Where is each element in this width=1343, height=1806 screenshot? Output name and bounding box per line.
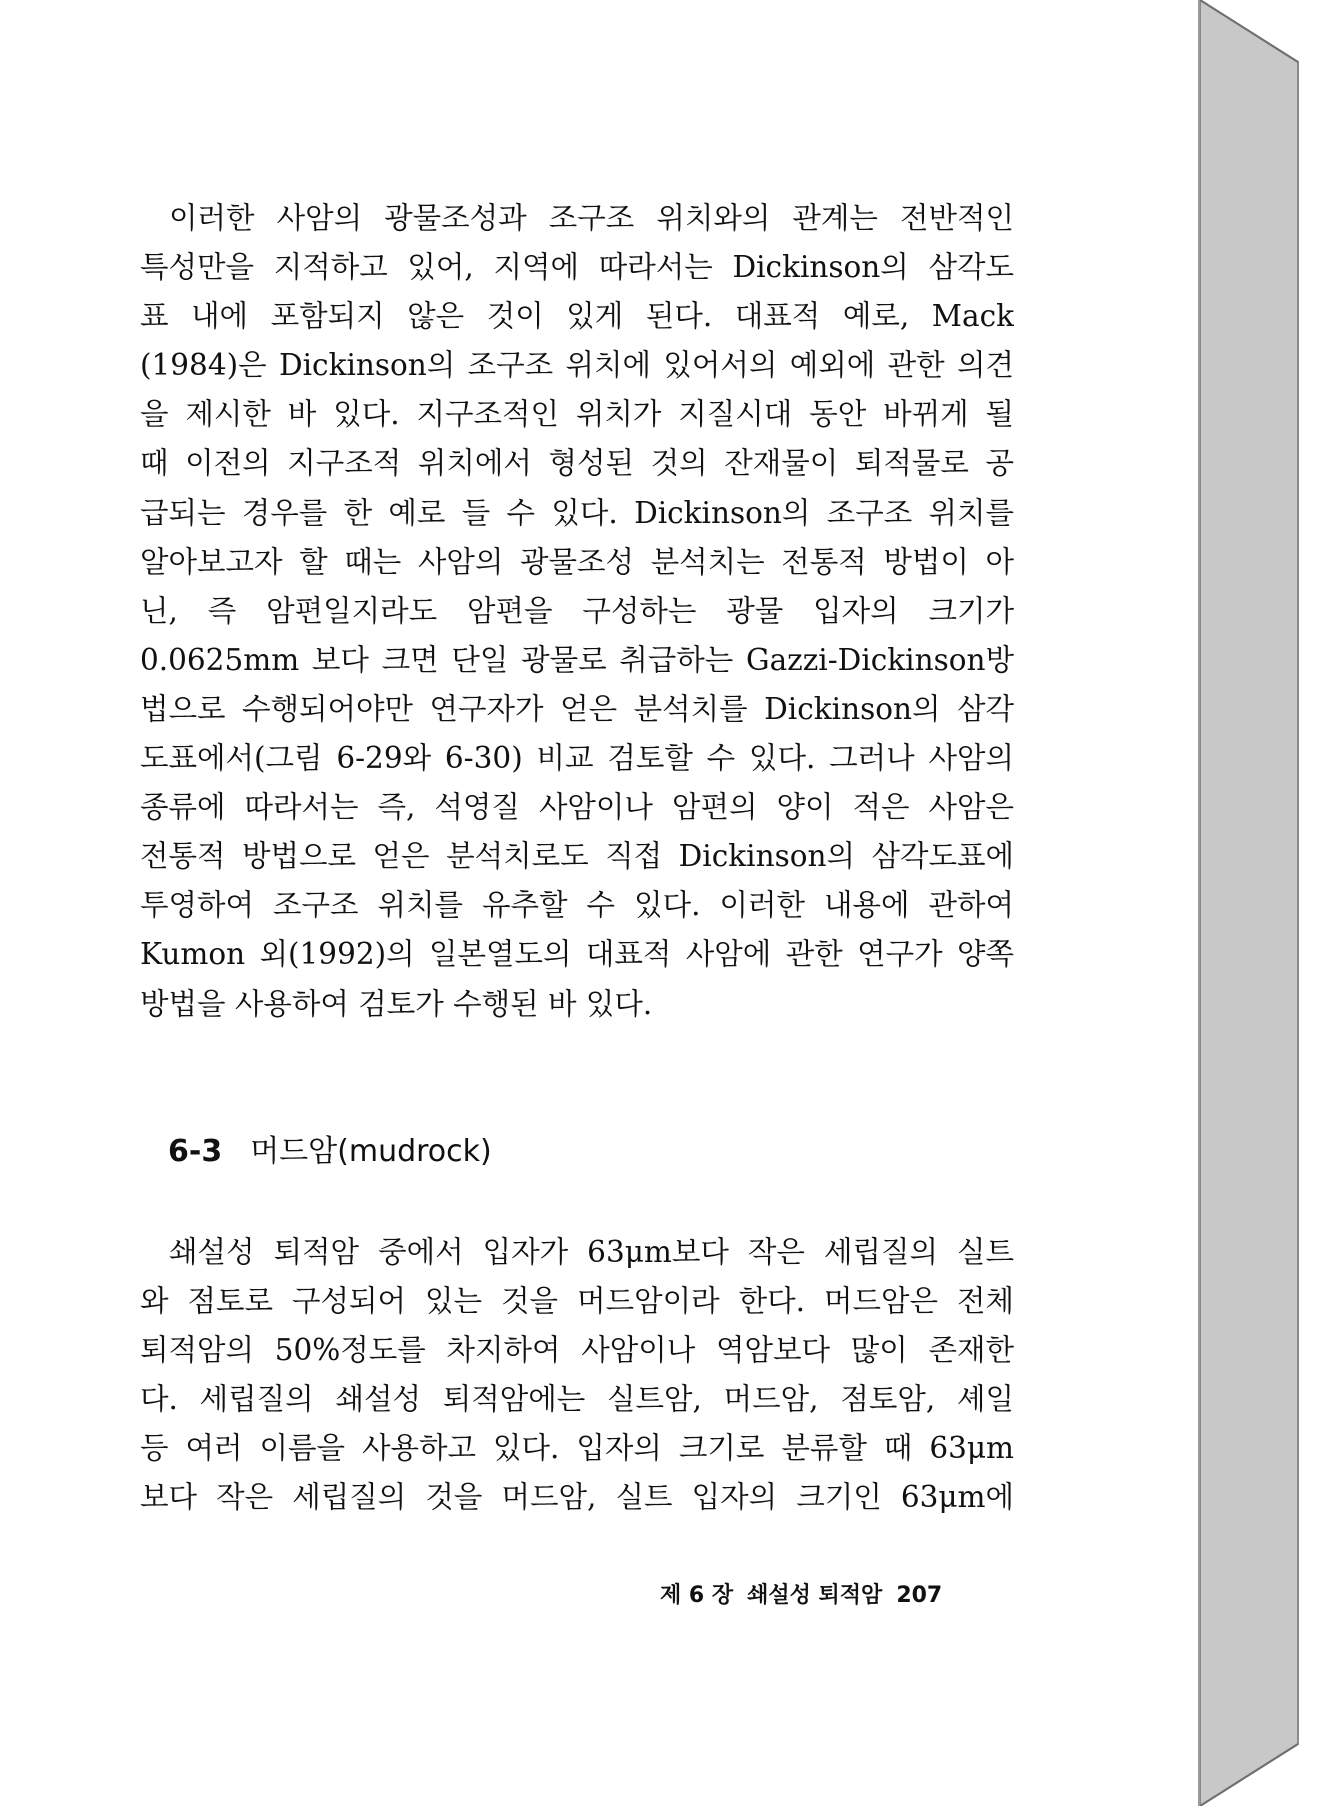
text-line: 이러한 사암의 광물조성과 조구조 위치와의 관계는 전반적인	[169, 201, 1014, 235]
text-line: 법으로 수행되어야만 연구자가 얻은 분석치를 Dickinson의 삼각	[140, 691, 1014, 726]
text-line: 표 내에 포함되지 않은 것이 있게 된다. 대표적 예로, Mack	[140, 299, 1014, 334]
book-page-edge	[1200, 0, 1343, 1806]
running-footer	[660, 1578, 942, 1609]
text-line: 닌, 즉 암편일지라도 암편을 구성하는 광물 입자의 크기가	[140, 593, 1014, 628]
text-line: 방법을 사용하여 검토가 수행된 바 있다.	[140, 986, 653, 1021]
text-line: 투영하여 조구조 위치를 유추할 수 있다. 이러한 내용에 관하여	[140, 888, 1014, 923]
text-line: 다. 세립질의 쇄설성 퇴적암에는 실트암, 머드암, 점토암, 셰일	[140, 1382, 1014, 1417]
text-line: 때 이전의 지구조적 위치에서 형성된 것의 잔재물이 퇴적물로 공	[140, 446, 1014, 481]
section-title: 머드암(mudrock)	[250, 1134, 492, 1169]
text-line: 특성만을 지적하고 있어, 지역에 따라서는 Dickinson의 삼각도	[140, 250, 1014, 285]
section-heading	[168, 1126, 492, 1170]
page-number: 207	[896, 1583, 943, 1608]
section-number: 6-3	[168, 1134, 223, 1169]
text-line: 등 여러 이름을 사용하고 있다. 입자의 크기로 분류할 때 63μm	[140, 1431, 1014, 1466]
body-paragraph-1	[140, 194, 1014, 1029]
text-line: 와 점토로 구성되어 있는 것을 머드암이라 한다. 머드암은 전체	[140, 1284, 1014, 1319]
body-paragraph-2	[140, 1228, 1014, 1523]
text-line: 0.0625mm 보다 크면 단일 광물로 취급하는 Gazzi-Dickinson방	[140, 642, 1014, 677]
text-line: 전통적 방법으로 얻은 분석치로도 직접 Dickinson의 삼각도표에	[140, 839, 1014, 874]
footer-chapter-title: 쇄설성 퇴적암	[747, 1583, 883, 1608]
text-line: 을 제시한 바 있다. 지구조적인 위치가 지질시대 동안 바뀌게 될	[140, 397, 1014, 432]
text-line: Kumon 외(1992)의 일본열도의 대표적 사암에 관한 연구가 양쪽	[140, 937, 1014, 972]
footer-chapter: 제 6 장	[660, 1583, 734, 1608]
text-line: (1984)은 Dickinson의 조구조 위치에 있어서의 예외에 관한 의견	[140, 348, 1014, 383]
text-line: 보다 작은 세립질의 것을 머드암, 실트 입자의 크기인 63μm에	[140, 1480, 1014, 1515]
text-line: 쇄설성 퇴적암 중에서 입자가 63μm보다 작은 세립질의 실트	[169, 1235, 1014, 1269]
text-line: 알아보고자 할 때는 사암의 광물조성 분석치는 전통적 방법이 아	[140, 544, 1014, 579]
text-line: 급되는 경우를 한 예로 들 수 있다. Dickinson의 조구조 위치를	[140, 495, 1014, 530]
text-line: 도표에서(그림 6-29와 6-30) 비교 검토할 수 있다. 그러나 사암의	[140, 741, 1014, 776]
text-line: 퇴적암의 50%정도를 차지하여 사암이나 역암보다 많이 존재한	[140, 1333, 1014, 1368]
text-line: 종류에 따라서는 즉, 석영질 사암이나 암편의 양이 적은 사암은	[140, 790, 1014, 825]
